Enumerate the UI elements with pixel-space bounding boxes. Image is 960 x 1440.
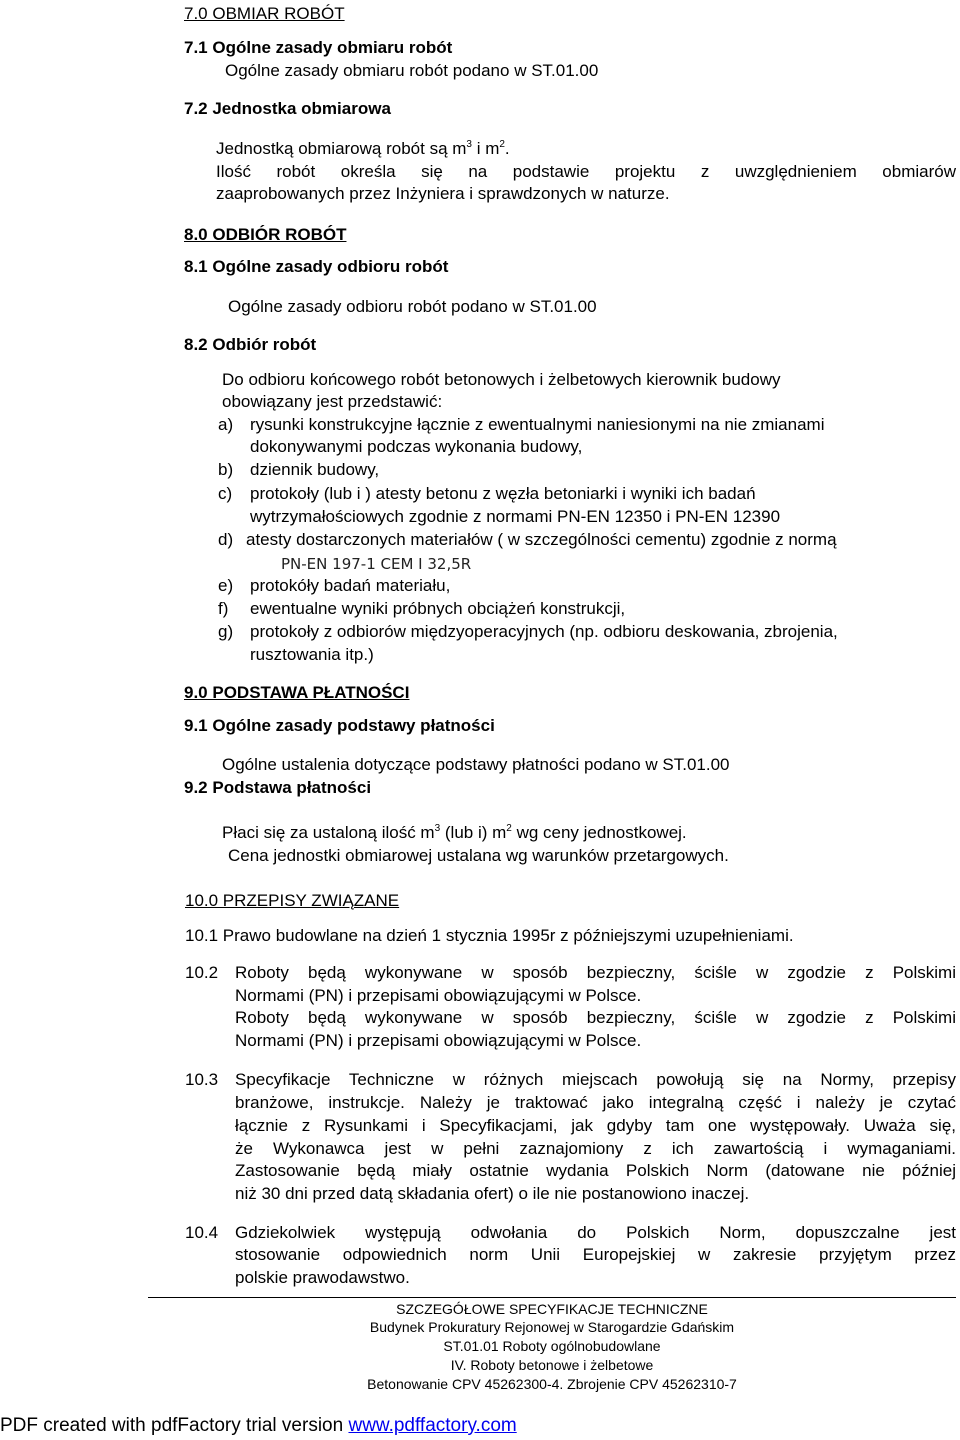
pdf-notice-text: PDF created with pdfFactory trial version — [0, 1415, 349, 1436]
list-item: dziennik budowy, — [250, 460, 380, 479]
paragraph-number: 10.2 — [185, 963, 219, 982]
paragraph-line: branżowe, instrukcje. Należy je traktować jako integralną część i należy je czytać — [235, 1093, 956, 1112]
paragraph-line: stosowanie odpowiednich norm Unii Europejskiej w zakresie przyjętym przez — [235, 1245, 956, 1264]
section-9-title: 9.0 PODSTAWA PŁATNOŚCI — [184, 683, 410, 702]
footer-line: SZCZEGÓŁOWE SPECYFIKACJE TECHNICZNE — [396, 1301, 708, 1317]
paragraph-line: że Wykonawca jest w pełni zaznajomiony z ich zawartością i wymaganiami. — [235, 1139, 956, 1158]
footer-line: IV. Roboty betonowe i żelbetowe — [450, 1357, 654, 1373]
paragraph-line: Zastosowanie będą miały ostatnie wydania Polskich Norm (datowane nie później — [235, 1161, 956, 1180]
section-9-2-text: Płaci się za ustaloną ilość $m^3$ (lub i) $m^2$ wg ceny jednostkowej. — [222, 823, 687, 842]
paragraph-line: niż 30 dni przed datą składania ofert) o ile nie postanowiono inaczej. — [235, 1184, 750, 1203]
list-item-label: a) — [218, 415, 234, 434]
section-7-2-line: Ilość robót określa się na podstawie projektu z uwzględnieniem obmiarów — [216, 162, 956, 181]
section-8-1-title: 8.1 Ogólne zasady odbioru robót — [184, 257, 449, 276]
paragraph-number: 10.3 — [185, 1070, 219, 1089]
list-item-label: f) — [218, 599, 229, 618]
section-8-title: 8.0 ODBIÓR ROBÓT — [184, 225, 347, 244]
section-10-title: 10.0 PRZEPISY ZWIĄZANE — [185, 891, 400, 910]
section-7-2-line: zaaprobowanych przez Inżyniera i sprawdzonych w naturze. — [216, 184, 670, 203]
list-item-label: g) — [218, 622, 234, 641]
list-item: protokoły z odbiorów międzyoperacyjnych (np. odbioru deskowania, zbrojenia, — [250, 622, 838, 641]
section-8-2-intro: Do odbioru końcowego robót betonowych i żelbetowych kierownik budowy — [222, 370, 781, 389]
footer-line: Betonowanie CPV 45262300-4. Zbrojenie CPV 45262310-7 — [367, 1376, 737, 1392]
paragraph-line: polskie prawodawstwo. — [235, 1268, 410, 1287]
section-9-1-title: 9.1 Ogólne zasady podstawy płatności — [184, 716, 495, 735]
list-item: wytrzymałościowych zgodnie z normami PN-EN 12350 i PN-EN 12390 — [250, 507, 781, 526]
section-10-1-text: 10.1 Prawo budowlane na dzień 1 stycznia 1995r z późniejszymi uzupełnieniami. — [185, 926, 794, 945]
footer-line: Budynek Prokuratury Rejonowej w Starogardzie Gdańskim — [369, 1319, 735, 1335]
pdffactory-link[interactable]: www.pdffactory.com — [348, 1415, 517, 1436]
list-item-label: b) — [218, 460, 234, 479]
paragraph-line: łącznie z Rysunkami i Specyfikacjami, jak gdyby tam one występowały. Uważa się, — [235, 1116, 956, 1135]
list-item: protokóły badań materiału, — [250, 576, 451, 595]
paragraph-line: Normami (PN) i przepisami obowiązującymi w Polsce. — [235, 986, 642, 1005]
list-item: protokoły (lub i ) atesty betonu z węzła betoniarki i wyniki ich badań — [250, 484, 756, 503]
list-item: dokonywanymi podczas wykonania budowy, — [250, 437, 583, 456]
section-9-1-text: Ogólne ustalenia dotyczące podstawy płatności podano w ST.01.00 — [222, 755, 730, 774]
section-7-1-text: Ogólne zasady obmiaru robót podano w ST.01.00 — [225, 61, 599, 80]
list-item: rysunki konstrukcyjne łącznie z ewentualnymi naniesionymi na nie zmianami — [250, 415, 825, 434]
section-8-1-text: Ogólne zasady odbioru robót podano w ST.01.00 — [228, 297, 597, 316]
list-item: atesty dostarczonych materiałów ( w szczególności cementu) zgodnie z normą — [246, 530, 837, 549]
list-item-norm: PN-EN 197-1 CEM I 32,5R — [281, 555, 472, 573]
list-item-label: c) — [218, 484, 233, 503]
list-item-label: d) — [218, 530, 234, 549]
paragraph-line: Roboty będą wykonywane w sposób bezpieczny, ściśle w zgodzie z Polskimi — [235, 1008, 956, 1027]
section-9-2-title: 9.2 Podstawa płatności — [184, 778, 372, 797]
footer-line: ST.01.01 Roboty ogólnobudowlane — [443, 1338, 661, 1354]
section-9-2-text: Cena jednostki obmiarowej ustalana wg warunków przetargowych. — [228, 846, 729, 865]
paragraph-number: 10.4 — [185, 1223, 219, 1242]
list-item: rusztowania itp.) — [250, 645, 374, 664]
section-8-2-intro: obowiązany jest przedstawić: — [222, 392, 443, 411]
list-item-label: e) — [218, 576, 234, 595]
section-7-2-unit: Jednostką obmiarową robót są $m^3$ i $m^2$. — [216, 139, 510, 158]
section-7-1-title: 7.1 Ogólne zasady obmiaru robót — [184, 38, 453, 57]
section-7-2-title: 7.2 Jednostka obmiarowa — [184, 99, 391, 118]
section-7-title: 7.0 OBMIAR ROBÓT — [184, 4, 345, 23]
paragraph-line: Roboty będą wykonywane w sposób bezpieczny, ściśle w zgodzie z Polskimi — [235, 963, 956, 982]
section-8-2-title: 8.2 Odbiór robót — [184, 335, 317, 354]
paragraph-line: Normami (PN) i przepisami obowiązującymi w Polsce. — [235, 1031, 642, 1050]
paragraph-line: Specyfikacje Techniczne w różnych miejscach powołują się na Normy, przepisy — [235, 1070, 956, 1089]
pdf-notice — [0, 1414, 517, 1438]
footer-divider — [148, 1297, 956, 1298]
list-item: ewentualne wyniki próbnych obciążeń konstrukcji, — [250, 599, 626, 618]
paragraph-line: Gdziekolwiek występują odwołania do Polskich Norm, dopuszczalne jest — [235, 1223, 956, 1242]
